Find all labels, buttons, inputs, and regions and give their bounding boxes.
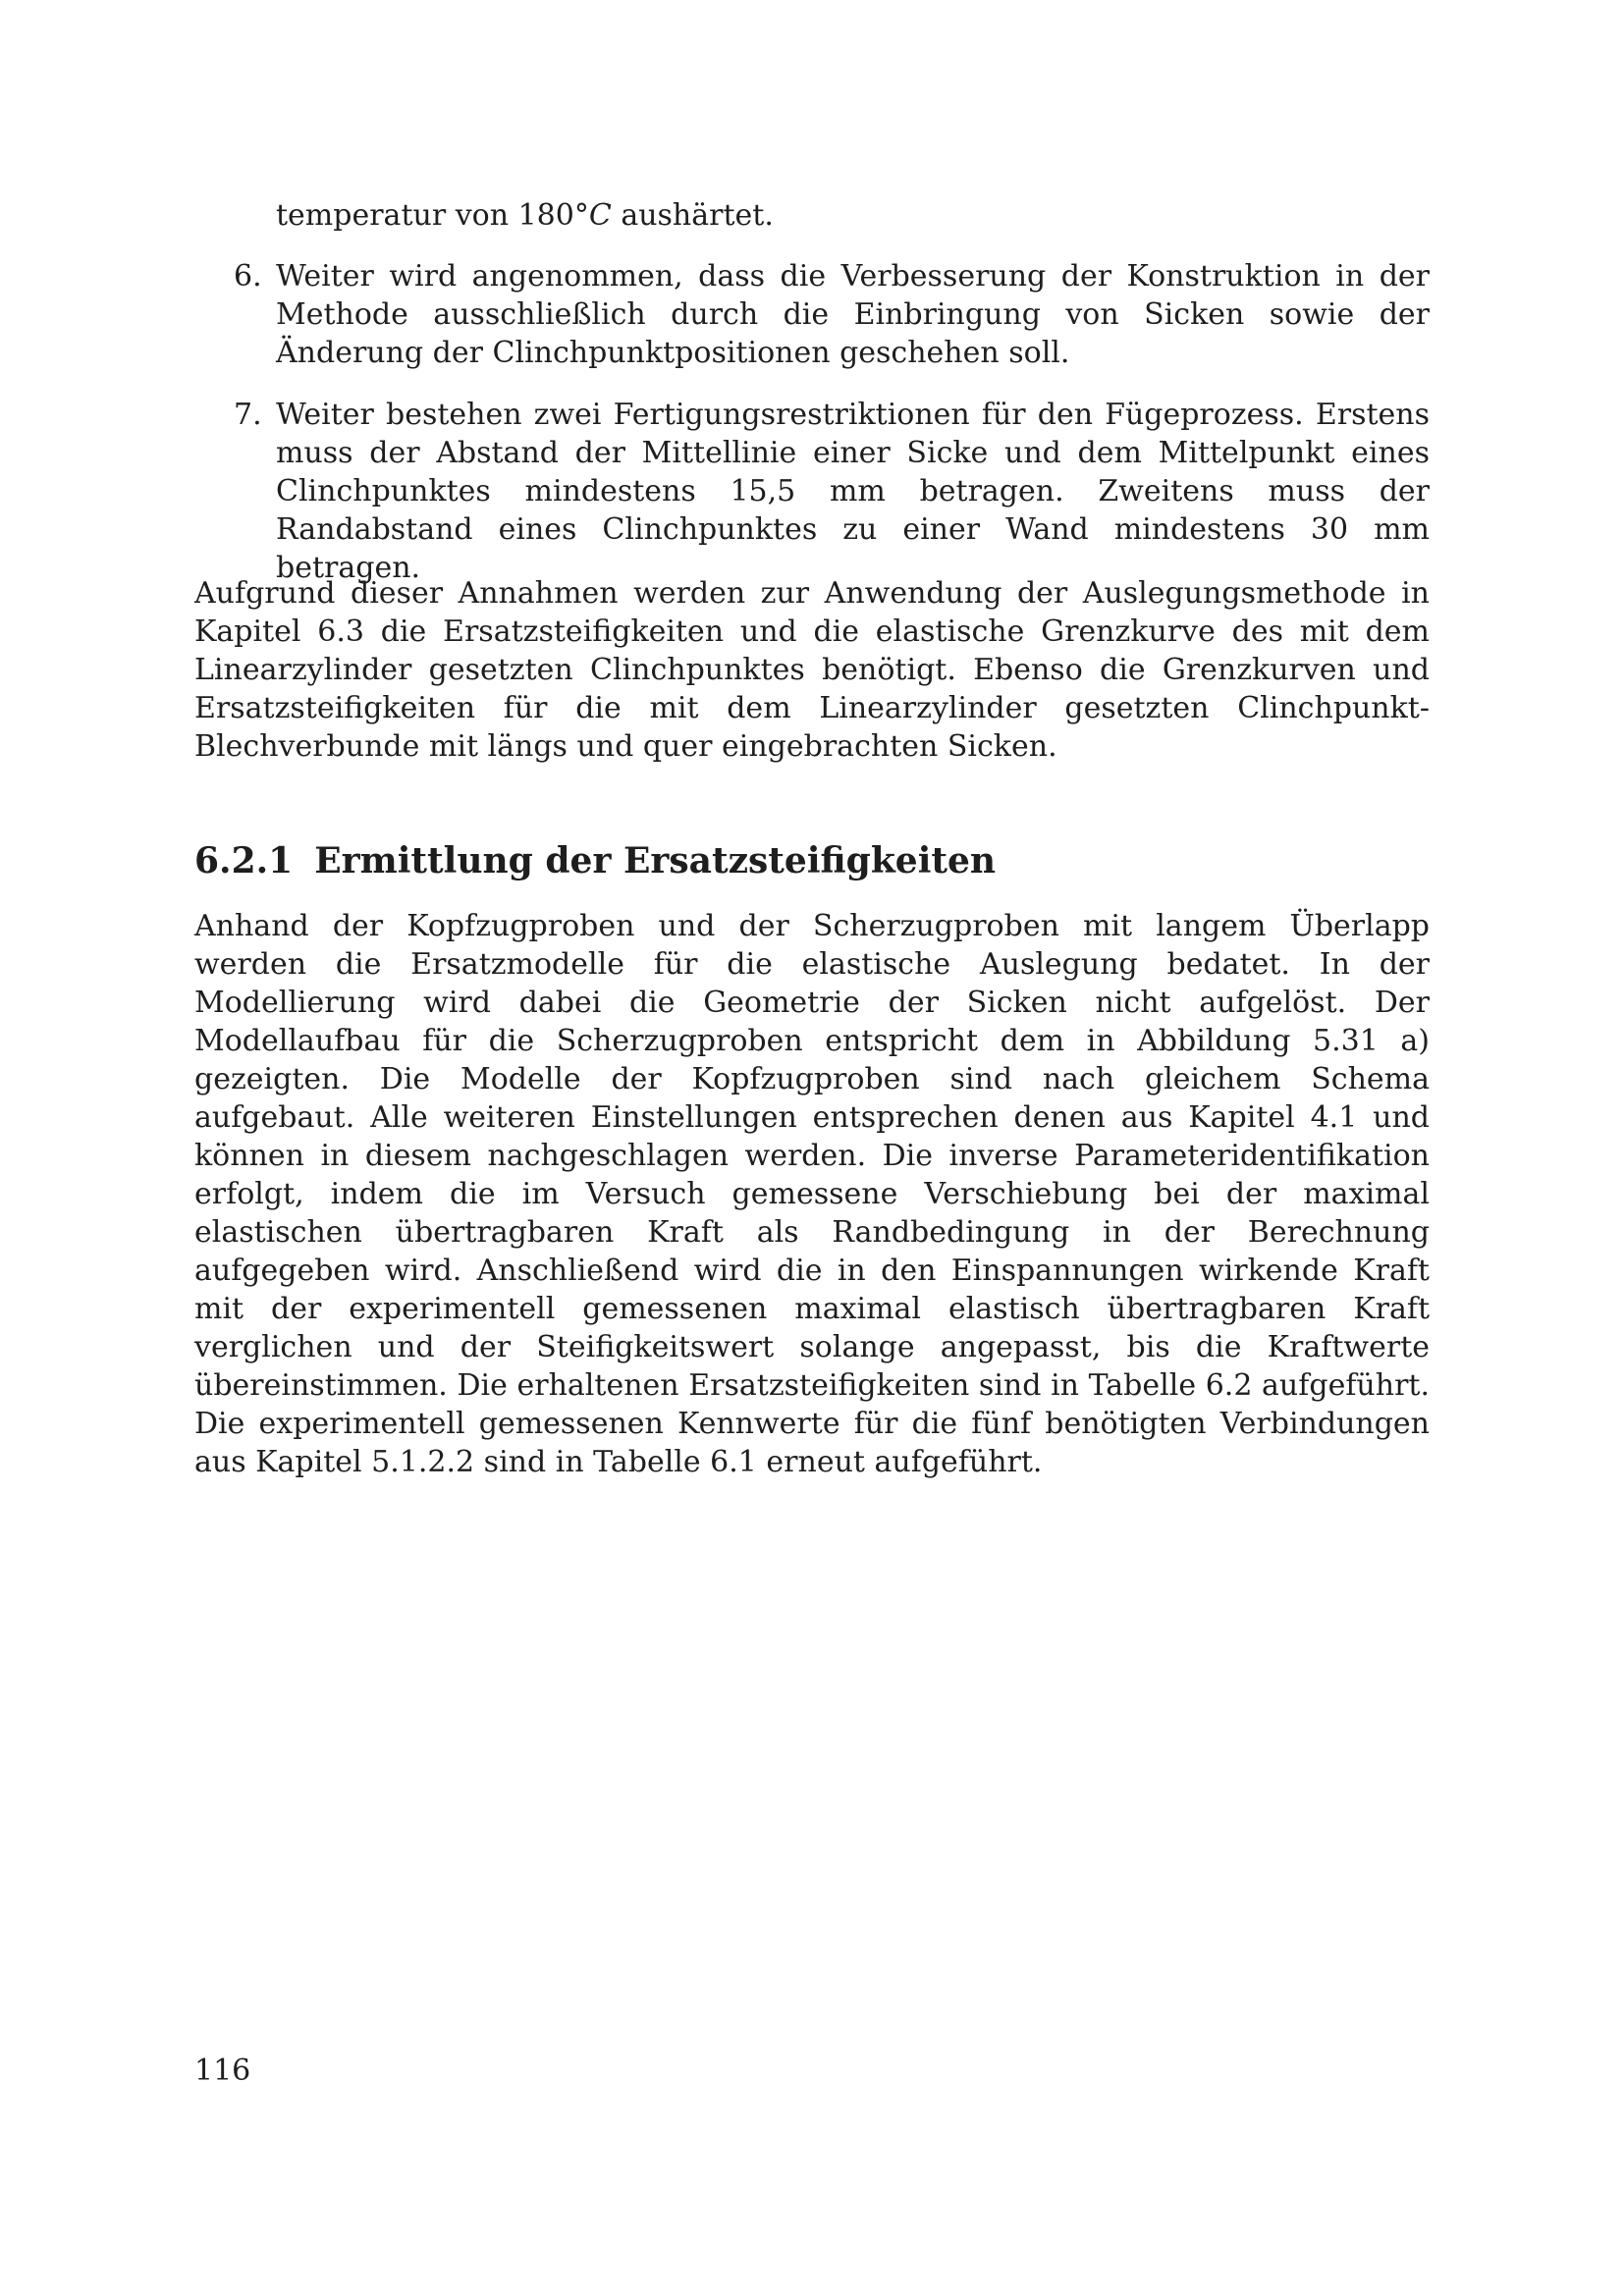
body-paragraph-method: Anhand der Kopfzugproben und der Scherzugproben mit langem Überlapp werden die Ersatzmodelle für die elastische Auslegung bedatet. In der Modellierung wird dabei die Geometrie der Sicken nicht aufgelöst. Der Modellaufbau für die Scherzugproben entspricht dem in Abbildung 5.31 a) gezeigten. Die Modelle der Kopfzugproben sind nach gleichem Schema aufgebaut. Alle weiteren Einstellungen entsprechen denen aus Kapitel 4.1 und können in diesem nachgeschlagen werden. Die inverse Parameteridentifikation erfolgt, indem die im Versuch gemessene Verschiebung bei der maximal elastischen übertragbaren Kraft als Randbedingung in der Berechnung aufgegeben wird. Anschließend wird die in den Einspannungen wirkende Kraft mit der experimentell gemessenen maximal elastisch übertragbaren Kraft verglichen und der Steifigkeitswert solange angepasst, bis die Kraftwerte übereinstimmen. Die erhaltenen Ersatzsteifigkeiten sind in Tabelle 6.2 aufgeführt. Die experimentell gemessenen Kennwerte für die fünf benötigten Verbindungen aus Kapitel 5.1.2.2 sind in Tabelle 6.1 erneut aufgeführt.	[194, 909, 1430, 1479]
body-paragraph-assumptions: Aufgrund dieser Annahmen werden zur Anwendung der Auslegungsmethode in Kapitel 6.3 die Ersatzsteifigkeiten und die elastische Grenzkurve des mit dem Linearzylinder gesetzten Clinchpunktes benötigt. Ebenso die Grenzkurven und Ersatzsteifigkeiten für die mit dem Linearzylinder gesetzten Clinchpunkt-Blechverbunde mit längs und quer eingebrachten Sicken.	[194, 576, 1430, 764]
list-item-text: Weiter bestehen zwei Fertigungsrestriktionen für den Fügeprozess. Erstens muss der Abstand der Mittellinie einer Sicke und dem Mittelpunkt eines Clinchpunktes mindestens 15,5 mm betragen. Zweitens muss der Randabstand eines Clinchpunktes zu einer Wand mindestens 30 mm betragen.	[276, 398, 1430, 585]
list-item	[194, 257, 1430, 372]
assumption-list-item-6-container	[194, 257, 1430, 372]
page-number: 116	[194, 2054, 251, 2088]
section-title: Ermittlung der Ersatzsteifigkeiten	[314, 840, 997, 881]
section-heading	[194, 839, 996, 882]
assumption-list-item-7-container	[194, 396, 1430, 587]
list-item-number: 6.	[234, 259, 262, 294]
list-item-text: Weiter wird angenommen, dass die Verbesserung der Konstruktion in der Methode ausschließlich durch die Einbringung von Sicken sowie der Änderung der Clinchpunktpositionen geschehen soll.	[276, 259, 1430, 370]
continued-text-after: aushärtet.	[611, 198, 774, 233]
continued-text-before: temperatur von 180°	[276, 198, 589, 233]
temperature-unit: C	[588, 198, 612, 233]
list-item	[194, 396, 1430, 587]
continued-list-text	[276, 196, 1430, 235]
list-item-number: 7.	[234, 398, 262, 432]
section-number: 6.2.1	[194, 840, 294, 881]
